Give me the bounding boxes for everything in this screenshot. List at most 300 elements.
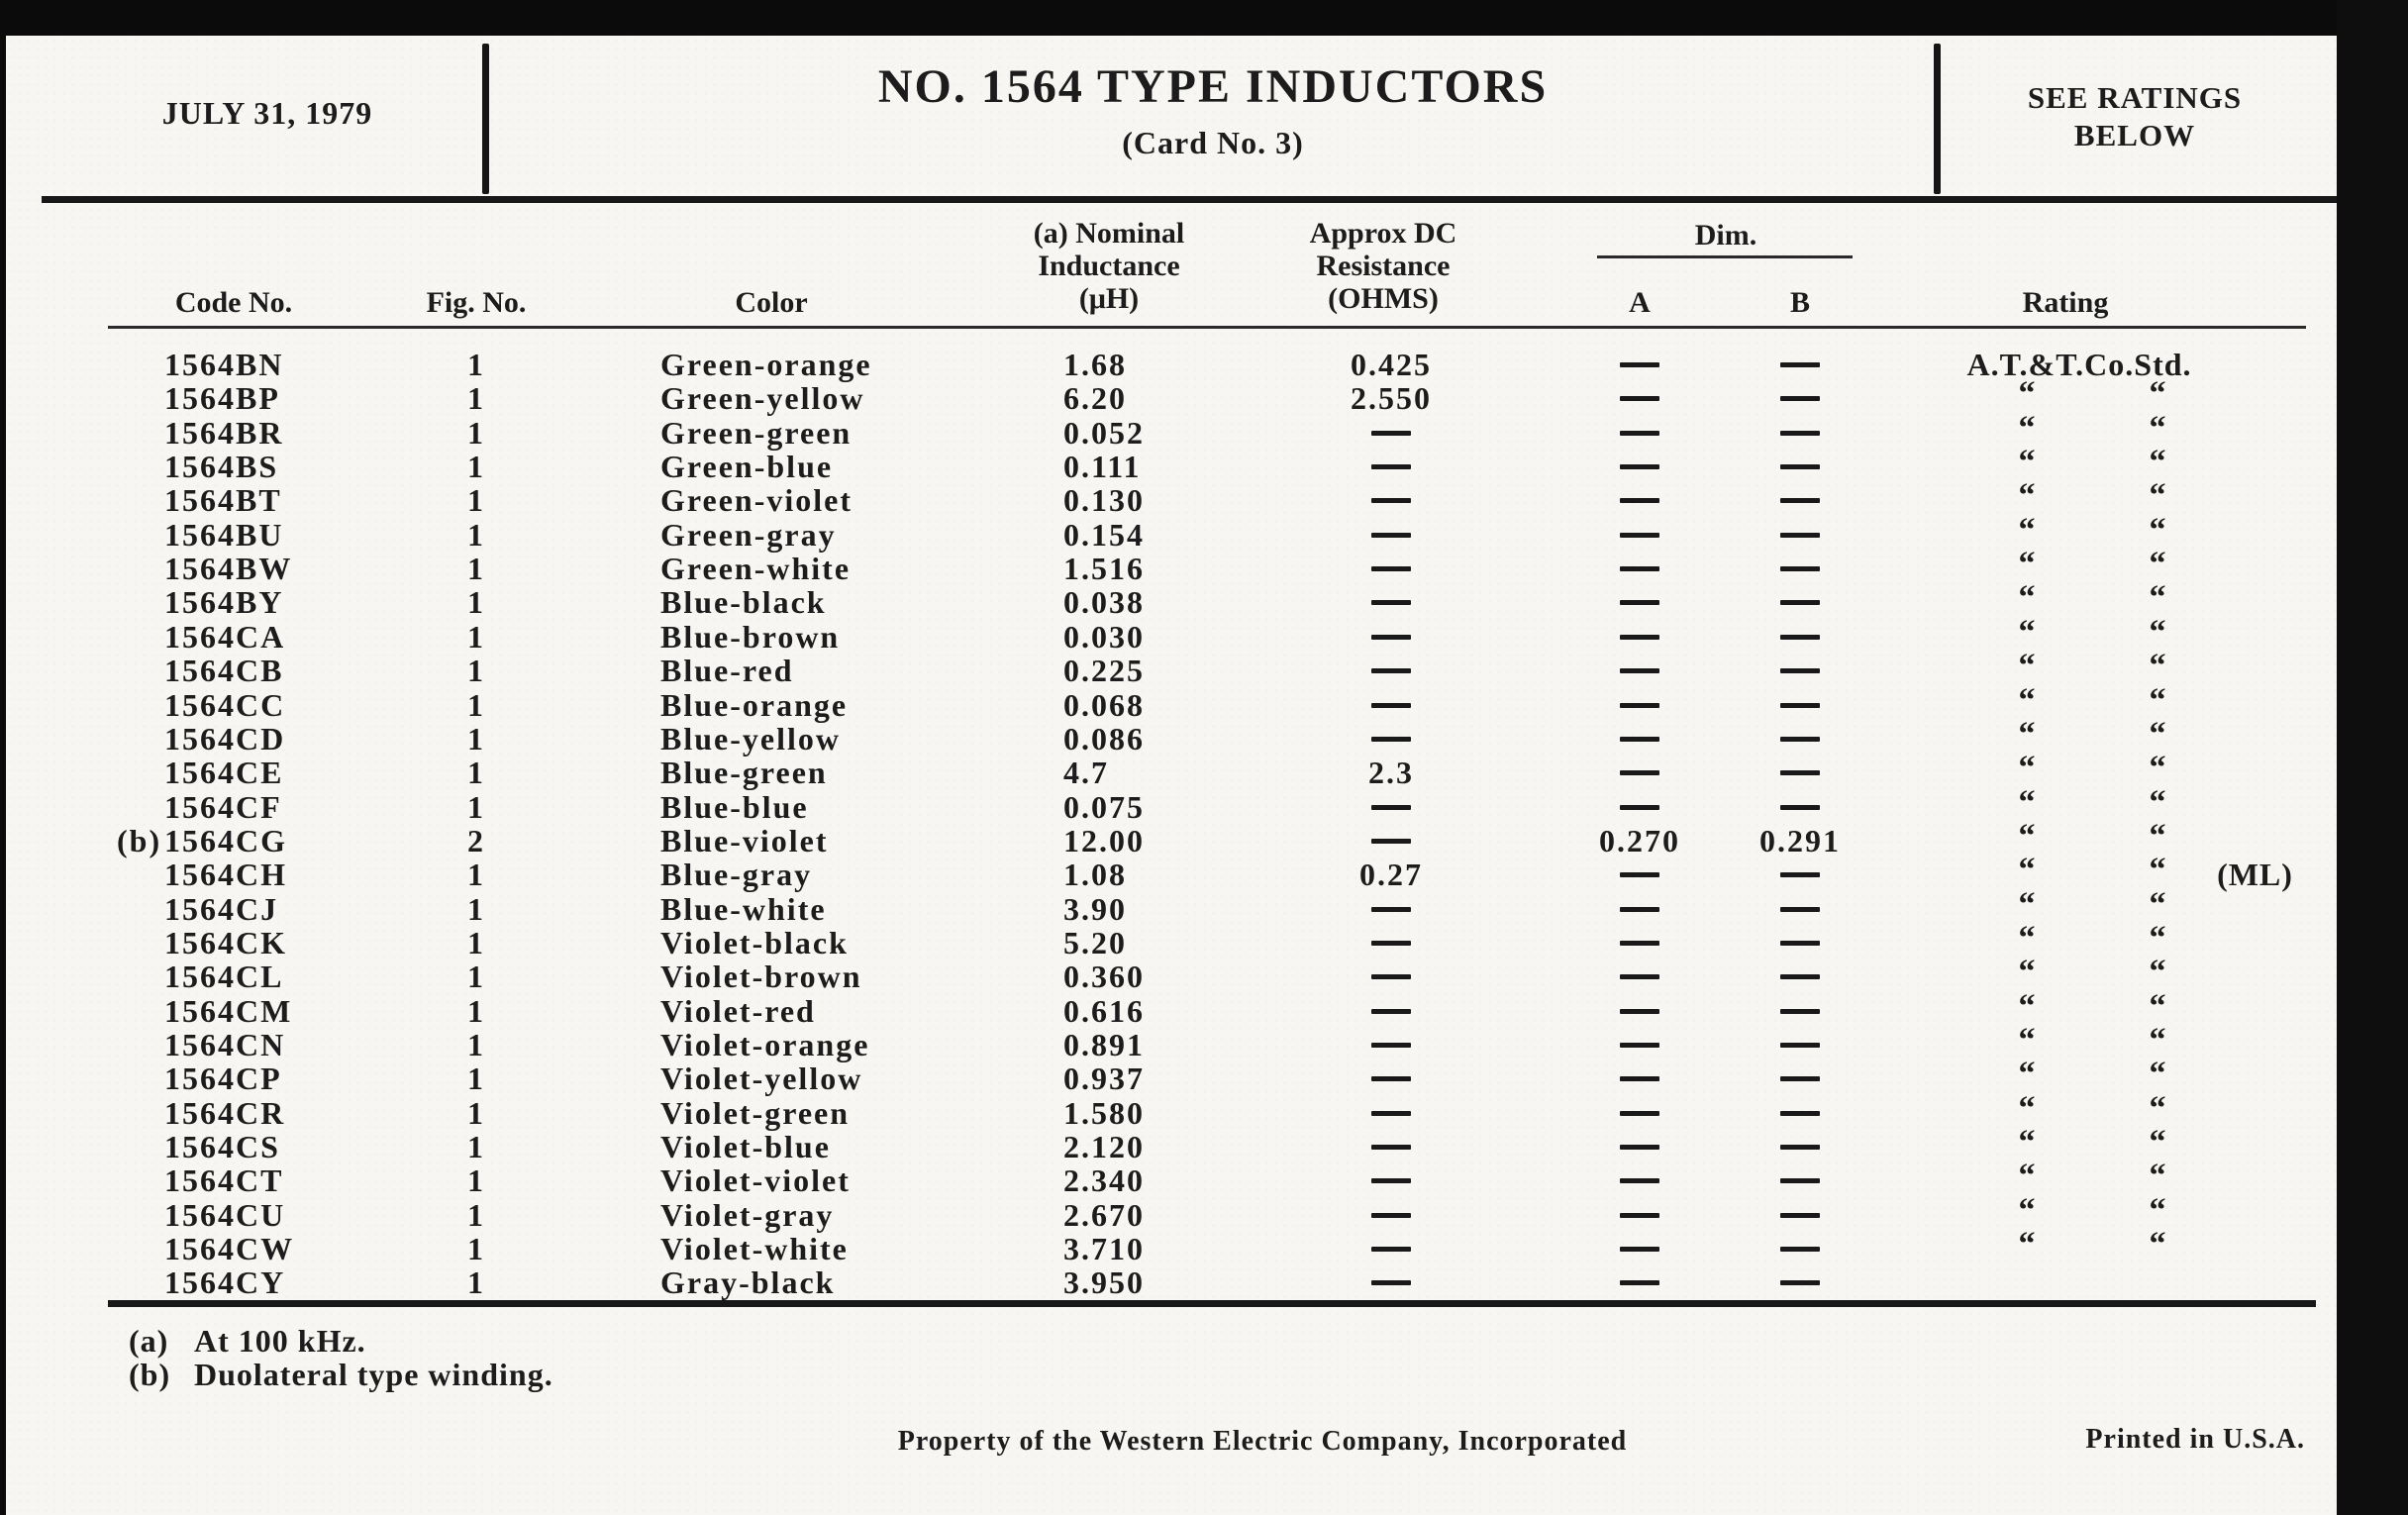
- dash-mark: [1620, 464, 1659, 469]
- table-row: [0, 1265, 2408, 1300]
- dim-a-cell: [1560, 892, 1719, 927]
- code-no-cell: 1564CB: [164, 653, 284, 688]
- table-row: [0, 818, 2408, 858]
- fig-no-cell: 1: [467, 1129, 485, 1164]
- ditto-glyph: “: [2149, 1192, 2168, 1229]
- dim-b-cell: [1721, 381, 1879, 416]
- fig-no-cell: 2: [467, 823, 485, 858]
- ditto-glyph: “: [2149, 444, 2168, 480]
- ditto-glyph: “: [2018, 886, 2038, 923]
- dash-mark: [1371, 464, 1411, 469]
- dash-mark: [1620, 1111, 1659, 1116]
- fig-no-cell: 1: [467, 347, 485, 382]
- dim-a-cell: [1560, 994, 1719, 1029]
- table-row: [0, 1226, 2408, 1266]
- ditto-glyph: “: [2149, 886, 2168, 923]
- ditto-glyph: “: [2149, 1056, 2168, 1092]
- dash-mark: [1620, 635, 1659, 640]
- resistance-cell: 0.27: [1359, 857, 1423, 892]
- color-cell: Green-blue: [660, 449, 834, 484]
- ditto-glyph: “: [2018, 579, 2038, 616]
- inductance-cell: 3.90: [1063, 891, 1127, 927]
- dim-a-cell: [1560, 416, 1719, 451]
- column-header-dim: Dim.: [1694, 219, 1757, 252]
- resistance-cell: [1287, 416, 1495, 451]
- ditto-glyph: “: [2149, 784, 2168, 821]
- dim-a-cell: [1560, 620, 1719, 655]
- code-no-cell: 1564CT: [164, 1162, 284, 1198]
- dim-a-cell: [1560, 1163, 1719, 1198]
- dim-a-cell: [1560, 756, 1719, 790]
- color-cell: Violet-black: [660, 925, 849, 960]
- ditto-glyph: “: [2018, 784, 2038, 821]
- dim-b-cell: [1721, 654, 1879, 688]
- fig-no-cell: 1: [467, 415, 485, 451]
- inductance-cell: 5.20: [1063, 925, 1127, 960]
- column-header-fig: Fig. No.: [426, 286, 527, 319]
- dash-mark: [1780, 703, 1820, 708]
- inductance-cell: 0.030: [1063, 619, 1145, 655]
- resistance-cell: [1287, 585, 1495, 620]
- dim-b-cell: [1721, 450, 1879, 484]
- dim-a-cell: [1560, 552, 1719, 586]
- dim-a-cell: [1560, 1028, 1719, 1062]
- dash-mark: [1780, 635, 1820, 640]
- dash-mark: [1371, 498, 1411, 503]
- dim-b-cell: [1721, 1232, 1879, 1266]
- dash-mark: [1371, 1009, 1411, 1014]
- dim-b-cell: [1721, 620, 1879, 655]
- fig-no-cell: 1: [467, 1060, 485, 1096]
- ditto-glyph: “: [2018, 375, 2038, 412]
- ditto-glyph: “: [2018, 682, 2038, 719]
- page-title: NO. 1564 TYPE INDUCTORS: [877, 60, 1549, 113]
- inductance-cell: 1.68: [1063, 347, 1127, 382]
- dim-a-cell: [1560, 688, 1719, 723]
- dim-a-cell: [1560, 518, 1719, 553]
- table-row: [0, 716, 2408, 757]
- color-cell: Violet-gray: [660, 1197, 835, 1233]
- property-notice: Property of the Western Electric Company, Incorporated: [897, 1426, 1628, 1457]
- dim-b-cell: [1721, 1061, 1879, 1096]
- table-row: [0, 852, 2408, 892]
- ditto-glyph: “: [2018, 512, 2038, 549]
- code-no-cell: 1564CN: [164, 1027, 286, 1062]
- ditto-glyph: “: [2018, 852, 2038, 888]
- code-no-cell: 1564CM: [164, 993, 293, 1029]
- resistance-cell: [1287, 722, 1495, 757]
- dash-mark: [1620, 362, 1659, 367]
- dash-mark: [1620, 1145, 1659, 1150]
- dim-a-cell: 0.270: [1599, 823, 1680, 858]
- code-no-cell: 1564CF: [164, 789, 282, 825]
- dim-a-cell: [1560, 483, 1719, 518]
- table-row: [0, 1056, 2408, 1096]
- ditto-glyph: “: [2149, 1090, 2168, 1127]
- fig-no-cell: 1: [467, 755, 485, 790]
- code-no-cell: 1564CH: [164, 857, 287, 892]
- resistance-cell: [1287, 1163, 1495, 1198]
- column-header-inductance: [985, 217, 1233, 315]
- dash-mark: [1371, 1247, 1411, 1252]
- color-cell: Green-violet: [660, 482, 853, 518]
- inductance-cell: 0.075: [1063, 789, 1145, 825]
- table-row: [0, 886, 2408, 927]
- color-cell: Violet-white: [660, 1231, 849, 1266]
- ditto-glyph: “: [2018, 1056, 2038, 1092]
- dim-a-cell: [1560, 1096, 1719, 1131]
- rating-note-ml: (ML): [2217, 857, 2293, 892]
- see-ratings-line1: SEE RATINGS: [2027, 80, 2243, 115]
- dash-mark: [1371, 737, 1411, 742]
- fig-no-cell: 1: [467, 925, 485, 960]
- inductance-header-line3: (μH): [1078, 282, 1140, 315]
- dash-mark: [1371, 1076, 1411, 1081]
- code-no-cell: 1564BU: [164, 517, 284, 553]
- card-date: JULY 31, 1979: [161, 95, 373, 131]
- column-header-resistance: [1259, 217, 1507, 315]
- dim-b-cell: [1721, 1265, 1879, 1300]
- table-bottom-rule: [108, 1300, 2316, 1307]
- table-row: [0, 1022, 2408, 1062]
- code-no-cell: 1564BT: [164, 482, 282, 518]
- code-no-cell: 1564BY: [164, 584, 284, 620]
- resistance-cell: [1287, 892, 1495, 927]
- resistance-cell: [1287, 1028, 1495, 1062]
- dash-mark: [1780, 566, 1820, 571]
- resistance-cell: [1287, 1061, 1495, 1096]
- dash-mark: [1780, 533, 1820, 538]
- column-header-color: Color: [735, 286, 808, 319]
- ditto-glyph: “: [2018, 1124, 2038, 1161]
- table-row: [0, 648, 2408, 688]
- inductance-cell: 0.616: [1063, 993, 1145, 1029]
- dash-mark: [1371, 431, 1411, 436]
- column-header-dim-a: A: [1629, 286, 1651, 319]
- header-rule: [42, 196, 2337, 203]
- table-row: [0, 682, 2408, 723]
- dash-mark: [1780, 1213, 1820, 1218]
- dash-mark: [1620, 941, 1659, 946]
- ditto-glyph: “: [2149, 1226, 2168, 1262]
- table-row: [0, 954, 2408, 994]
- dash-mark: [1780, 941, 1820, 946]
- color-cell: Gray-black: [660, 1264, 836, 1300]
- code-no-cell: 1564CE: [164, 755, 284, 790]
- fig-no-cell: 1: [467, 1264, 485, 1300]
- inductance-cell: 0.111: [1063, 449, 1142, 484]
- color-cell: Blue-orange: [660, 687, 849, 723]
- dash-mark: [1780, 1247, 1820, 1252]
- dim-b-cell: [1721, 1096, 1879, 1131]
- color-cell: Green-gray: [660, 517, 837, 553]
- dim-b-cell: [1721, 688, 1879, 723]
- resistance-cell: [1287, 994, 1495, 1029]
- color-cell: Blue-yellow: [660, 721, 841, 757]
- fig-no-cell: 1: [467, 1162, 485, 1198]
- dash-mark: [1620, 600, 1659, 605]
- resistance-cell: [1287, 518, 1495, 553]
- dash-mark: [1780, 396, 1820, 401]
- dim-b-cell: [1721, 756, 1879, 790]
- ditto-glyph: “: [2018, 716, 2038, 753]
- code-prefix: (b): [117, 823, 162, 858]
- dash-mark: [1620, 396, 1659, 401]
- resistance-cell: [1287, 1265, 1495, 1300]
- fig-no-cell: 1: [467, 721, 485, 757]
- ditto-glyph: “: [2018, 1158, 2038, 1194]
- dim-a-cell: [1560, 585, 1719, 620]
- table-row: [0, 1124, 2408, 1164]
- dash-mark: [1780, 498, 1820, 503]
- dash-mark: [1371, 974, 1411, 979]
- resistance-cell: 2.3: [1368, 755, 1414, 790]
- inductance-cell: 3.950: [1063, 1264, 1145, 1300]
- ditto-glyph: “: [2149, 1022, 2168, 1059]
- dash-mark: [1620, 974, 1659, 979]
- dim-a-cell: [1560, 1198, 1719, 1233]
- color-cell: Violet-orange: [660, 1027, 870, 1062]
- resistance-cell: 0.425: [1351, 347, 1432, 382]
- dim-a-cell: [1560, 926, 1719, 960]
- color-cell: Violet-blue: [660, 1129, 831, 1164]
- ditto-glyph: “: [2018, 1226, 2038, 1262]
- dim-a-cell: [1560, 1061, 1719, 1096]
- color-cell: Green-green: [660, 415, 853, 451]
- inductance-cell: 12.00: [1063, 823, 1145, 858]
- dim-a-cell: [1560, 450, 1719, 484]
- dash-mark: [1371, 703, 1411, 708]
- dash-mark: [1620, 1009, 1659, 1014]
- dim-b-cell: [1721, 960, 1879, 994]
- inductance-cell: 1.516: [1063, 551, 1145, 586]
- dim-a-cell: [1560, 790, 1719, 825]
- see-ratings-line2: BELOW: [2073, 118, 2196, 152]
- dim-underline: [1597, 255, 1853, 258]
- color-cell: Violet-brown: [660, 959, 862, 994]
- dash-mark: [1780, 600, 1820, 605]
- dim-a-cell: [1560, 960, 1719, 994]
- fig-no-cell: 1: [467, 584, 485, 620]
- dim-b-cell: [1721, 518, 1879, 553]
- dash-mark: [1780, 1009, 1820, 1014]
- code-no-cell: 1564BN: [164, 347, 284, 382]
- table-row: [0, 477, 2408, 518]
- printed-in-usa: Printed in U.S.A.: [2085, 1424, 2305, 1455]
- resistance-cell: [1287, 620, 1495, 655]
- dim-a-cell: [1560, 858, 1719, 892]
- dash-mark: [1371, 1280, 1411, 1285]
- rating-ditto-mark: [2006, 1226, 2050, 1266]
- inductance-cell: 1.08: [1063, 857, 1127, 892]
- dash-mark: [1620, 1213, 1659, 1218]
- dim-b-cell: [1721, 1028, 1879, 1062]
- column-header-code: Code No.: [174, 286, 293, 319]
- color-cell: Blue-violet: [660, 823, 829, 858]
- dash-mark: [1620, 872, 1659, 877]
- color-cell: Blue-white: [660, 891, 827, 927]
- header-divider-right: [1934, 44, 1941, 194]
- fig-no-cell: 1: [467, 653, 485, 688]
- inductance-cell: 2.120: [1063, 1129, 1145, 1164]
- dash-mark: [1371, 907, 1411, 912]
- color-cell: Violet-violet: [660, 1162, 851, 1198]
- resistance-header-line2: Resistance: [1316, 250, 1451, 282]
- code-no-cell: 1564CW: [164, 1231, 295, 1266]
- code-no-cell: 1564CP: [164, 1060, 282, 1096]
- dash-mark: [1620, 1076, 1659, 1081]
- dash-mark: [1620, 907, 1659, 912]
- inductance-cell: 1.580: [1063, 1095, 1145, 1131]
- dash-mark: [1780, 668, 1820, 673]
- dash-mark: [1780, 1280, 1820, 1285]
- dash-mark: [1620, 498, 1659, 503]
- dash-mark: [1371, 533, 1411, 538]
- fig-no-cell: 1: [467, 687, 485, 723]
- ditto-glyph: “: [2018, 954, 2038, 990]
- resistance-cell: [1287, 1096, 1495, 1131]
- fig-no-cell: 1: [467, 1027, 485, 1062]
- dash-mark: [1780, 1043, 1820, 1048]
- fig-no-cell: 1: [467, 551, 485, 586]
- dim-a-cell: [1560, 722, 1719, 757]
- color-cell: Green-white: [660, 551, 852, 586]
- color-cell: Blue-blue: [660, 789, 809, 825]
- color-cell: Green-yellow: [660, 380, 865, 416]
- table-row: [0, 1192, 2408, 1233]
- inductance-cell: 6.20: [1063, 380, 1127, 416]
- inductance-header-line1: (a) Nominal: [1033, 217, 1185, 250]
- ditto-glyph: “: [2149, 648, 2168, 684]
- dash-mark: [1371, 1213, 1411, 1218]
- rating-ditto-mark: [2137, 1226, 2180, 1266]
- dash-mark: [1620, 703, 1659, 708]
- scan-top-edge: [0, 0, 2408, 36]
- inductance-cell: 2.670: [1063, 1197, 1145, 1233]
- color-cell: Violet-yellow: [660, 1060, 863, 1096]
- dash-mark: [1620, 1178, 1659, 1183]
- resistance-cell: [1287, 552, 1495, 586]
- table-row: [0, 988, 2408, 1029]
- dash-mark: [1620, 1043, 1659, 1048]
- dim-a-cell: [1560, 654, 1719, 688]
- resistance-cell: [1287, 960, 1495, 994]
- header-divider-left: [482, 44, 489, 194]
- dash-mark: [1371, 1145, 1411, 1150]
- table-row: [0, 784, 2408, 825]
- code-no-cell: 1564CR: [164, 1095, 286, 1131]
- see-ratings-note: [1968, 79, 2301, 154]
- resistance-cell: [1287, 654, 1495, 688]
- code-no-cell: 1564BR: [164, 415, 284, 451]
- dash-mark: [1780, 737, 1820, 742]
- dash-mark: [1620, 805, 1659, 810]
- ditto-glyph: “: [2018, 1192, 2038, 1229]
- color-cell: Violet-green: [660, 1095, 851, 1131]
- dim-b-cell: [1721, 585, 1879, 620]
- dash-mark: [1371, 668, 1411, 673]
- dim-b-cell: [1721, 858, 1879, 892]
- color-cell: Blue-gray: [660, 857, 813, 892]
- ditto-glyph: “: [2149, 920, 2168, 957]
- footnote-b: [129, 1357, 553, 1393]
- dim-b-cell: [1721, 722, 1879, 757]
- code-no-cell: 1564CS: [164, 1129, 280, 1164]
- dash-mark: [1620, 737, 1659, 742]
- dim-a-cell: [1560, 381, 1719, 416]
- code-no-cell: 1564CK: [164, 925, 287, 960]
- fig-no-cell: 1: [467, 1197, 485, 1233]
- inductance-cell: 4.7: [1063, 755, 1109, 790]
- ditto-glyph: “: [2149, 614, 2168, 651]
- dim-b-cell: [1721, 416, 1879, 451]
- ditto-glyph: “: [2149, 375, 2168, 412]
- inductance-header-line2: Inductance: [1038, 250, 1180, 282]
- inductance-cell: 3.710: [1063, 1231, 1145, 1266]
- fig-no-cell: 1: [467, 789, 485, 825]
- dash-mark: [1780, 1145, 1820, 1150]
- footnote-b-marker: (b): [129, 1357, 171, 1392]
- inductance-cell: 0.068: [1063, 687, 1145, 723]
- color-cell: Blue-brown: [660, 619, 841, 655]
- inductance-cell: 0.130: [1063, 482, 1145, 518]
- code-no-cell: 1564CD: [164, 721, 286, 757]
- dim-b-cell: [1721, 348, 1879, 382]
- fig-no-cell: 1: [467, 380, 485, 416]
- ditto-glyph: “: [2149, 988, 2168, 1025]
- dash-mark: [1620, 1247, 1659, 1252]
- dim-b-cell: [1721, 1130, 1879, 1164]
- ditto-glyph: “: [2149, 546, 2168, 582]
- code-no-cell: 1564CC: [164, 687, 286, 723]
- fig-no-cell: 1: [467, 857, 485, 892]
- inductance-cell: 0.086: [1063, 721, 1145, 757]
- dash-mark: [1780, 362, 1820, 367]
- table-row: [0, 579, 2408, 620]
- ditto-glyph: “: [2018, 920, 2038, 957]
- fig-no-cell: 1: [467, 1095, 485, 1131]
- dash-mark: [1780, 431, 1820, 436]
- inductance-cell: 0.154: [1063, 517, 1145, 553]
- inductance-cell: 0.038: [1063, 584, 1145, 620]
- resistance-cell: [1287, 1130, 1495, 1164]
- resistance-cell: [1287, 688, 1495, 723]
- dash-mark: [1780, 1111, 1820, 1116]
- color-cell: Green-orange: [660, 347, 872, 382]
- dash-mark: [1371, 805, 1411, 810]
- dash-mark: [1371, 1043, 1411, 1048]
- dim-b-cell: [1721, 926, 1879, 960]
- ditto-glyph: “: [2018, 750, 2038, 786]
- dim-a-cell: [1560, 348, 1719, 382]
- dash-mark: [1620, 770, 1659, 775]
- ditto-glyph: “: [2018, 988, 2038, 1025]
- fig-no-cell: 1: [467, 449, 485, 484]
- dash-mark: [1780, 770, 1820, 775]
- resistance-cell: [1287, 790, 1495, 825]
- resistance-cell: [1287, 1232, 1495, 1266]
- dash-mark: [1620, 566, 1659, 571]
- ditto-glyph: “: [2149, 1158, 2168, 1194]
- table-row: [0, 920, 2408, 960]
- color-cell: Blue-red: [660, 653, 794, 688]
- footnote-b-text: Duolateral type winding.: [194, 1357, 553, 1392]
- ditto-glyph: “: [2018, 410, 2038, 447]
- code-no-cell: 1564CG: [164, 823, 287, 858]
- dash-mark: [1780, 907, 1820, 912]
- ditto-glyph: “: [2149, 512, 2168, 549]
- dash-mark: [1620, 668, 1659, 673]
